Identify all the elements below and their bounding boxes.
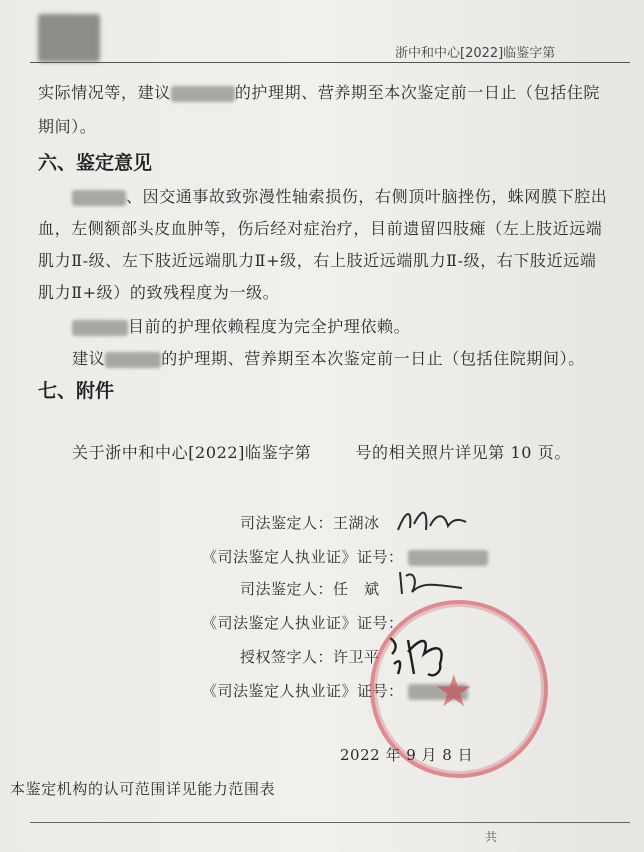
s7-p1-start: 关于浙中和中心[2022]临鉴字第 <box>72 443 312 462</box>
prev-para-line1-start: 实际情况等，建议 <box>38 83 171 102</box>
appraiser2-label: 司法鉴定人：任 斌 <box>240 580 380 598</box>
redacted-name <box>72 190 126 206</box>
seal-star-icon: ★ <box>434 666 474 717</box>
section7-title: 七、附件 <box>38 380 115 402</box>
cert2-label: 《司法鉴定人执业证》证号： <box>202 614 404 632</box>
s7-p1 <box>72 440 571 463</box>
s6-p3 <box>72 346 585 369</box>
s6-p3-start: 建议 <box>72 349 106 368</box>
cert3-label-text: 《司法鉴定人执业证》证号： <box>202 682 404 700</box>
section6-title: 六、鉴定意见 <box>38 152 153 174</box>
redacted-logo <box>38 14 100 62</box>
s6-p1-line4: 肌力Ⅱ+级）的致残程度为一级。 <box>38 283 280 302</box>
appraiser1-label: 司法鉴定人：王湖冰 <box>240 514 380 532</box>
s6-p1-line1 <box>72 184 607 207</box>
s6-p1-line3: 肌力Ⅱ-级、左下肢近远端肌力Ⅱ+级，右上肢近远端肌力Ⅱ-级，右下肢近远端 <box>38 251 597 270</box>
s6-p3-end: 的护理期、营养期至本次鉴定前一日止（包括住院期间）。 <box>161 349 585 368</box>
s6-p1-line2: 血，左侧额部头皮血肿等，伤后经对症治疗，目前遗留四肢瘫（左上肢近远端 <box>38 219 603 238</box>
sign-date: 2022 年 9 月 8 日 <box>340 746 474 764</box>
scope-note: 本鉴定机构的认可范围详见能力范围表 <box>10 780 276 798</box>
redacted-name <box>72 320 128 336</box>
prev-para-line1 <box>38 80 600 103</box>
authorized-signatory-label: 授权签字人：许卫平 <box>240 648 380 666</box>
redacted-name <box>171 86 235 102</box>
signature-appraiser2 <box>392 562 472 602</box>
signature-appraiser1 <box>392 500 472 540</box>
cert1-label-text: 《司法鉴定人执业证》证号： <box>202 548 404 566</box>
s6-p1-line1-text: 、因交通事故致弥漫性轴索损伤，右侧顶叶脑挫伤，蛛网膜下腔出 <box>126 187 608 206</box>
s6-p2-text: 目前的护理依赖程度为完全护理依赖。 <box>128 317 411 336</box>
s7-p1-end: 号的相关照片详见第 10 页。 <box>355 443 571 462</box>
footer-page-marker: 共 <box>485 830 498 844</box>
prev-para-line2: 期间）。 <box>38 117 97 136</box>
redacted-name <box>105 352 161 368</box>
header-case-number: 浙中和中心[2022]临鉴字第 <box>395 46 556 61</box>
s6-p2 <box>72 314 410 337</box>
prev-para-line1-end: 的护理期、营养期至本次鉴定前一日止（包括住院 <box>234 83 601 102</box>
header-divider <box>30 62 630 63</box>
footer-divider <box>30 822 630 823</box>
